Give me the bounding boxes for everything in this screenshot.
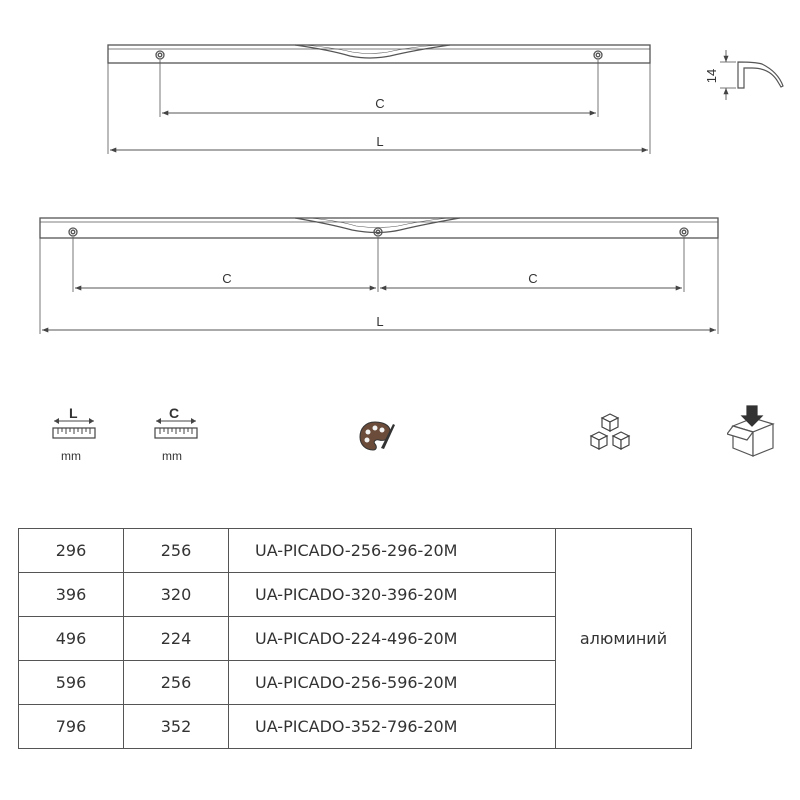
- code-cell: UA-PICADO-352-796-20M: [229, 705, 556, 749]
- length-cell: 396: [19, 573, 124, 617]
- length-cell: 296: [19, 529, 124, 573]
- table-row: [19, 529, 692, 573]
- code-cell: UA-PICADO-224-496-20M: [229, 617, 556, 661]
- center-cell: 320: [124, 573, 229, 617]
- box-arrow-icon: [727, 404, 777, 460]
- center-cell: 352: [124, 705, 229, 749]
- length-icon-unit: mm: [61, 449, 81, 463]
- bottom-dim-c-right-label: C: [528, 271, 538, 286]
- spec-table: [18, 528, 692, 749]
- center-icon-unit: mm: [162, 449, 182, 463]
- length-cell: 796: [19, 705, 124, 749]
- profile-drawing: [720, 50, 783, 100]
- code-cell: UA-PICADO-256-296-20M: [229, 529, 556, 573]
- material-cell: алюминий: [556, 529, 692, 749]
- code-cell: UA-PICADO-256-596-20M: [229, 661, 556, 705]
- bottom-dim-l-label: L: [376, 314, 384, 329]
- length-icon-letter: L: [69, 405, 78, 421]
- center-cell: 256: [124, 661, 229, 705]
- center-icon-letter: C: [169, 405, 180, 421]
- center-cell: 224: [124, 617, 229, 661]
- length-cell: 596: [19, 661, 124, 705]
- length-cell: 496: [19, 617, 124, 661]
- code-cell: UA-PICADO-320-396-20M: [229, 573, 556, 617]
- top-dim-c-label: C: [375, 96, 385, 111]
- cubes-icon: [585, 410, 635, 458]
- center-cell: 256: [124, 529, 229, 573]
- top-dim-l-label: L: [376, 134, 384, 149]
- palette-icon: [357, 418, 397, 454]
- profile-height-label: 14: [704, 68, 719, 84]
- bottom-dim-c-left-label: C: [222, 271, 232, 286]
